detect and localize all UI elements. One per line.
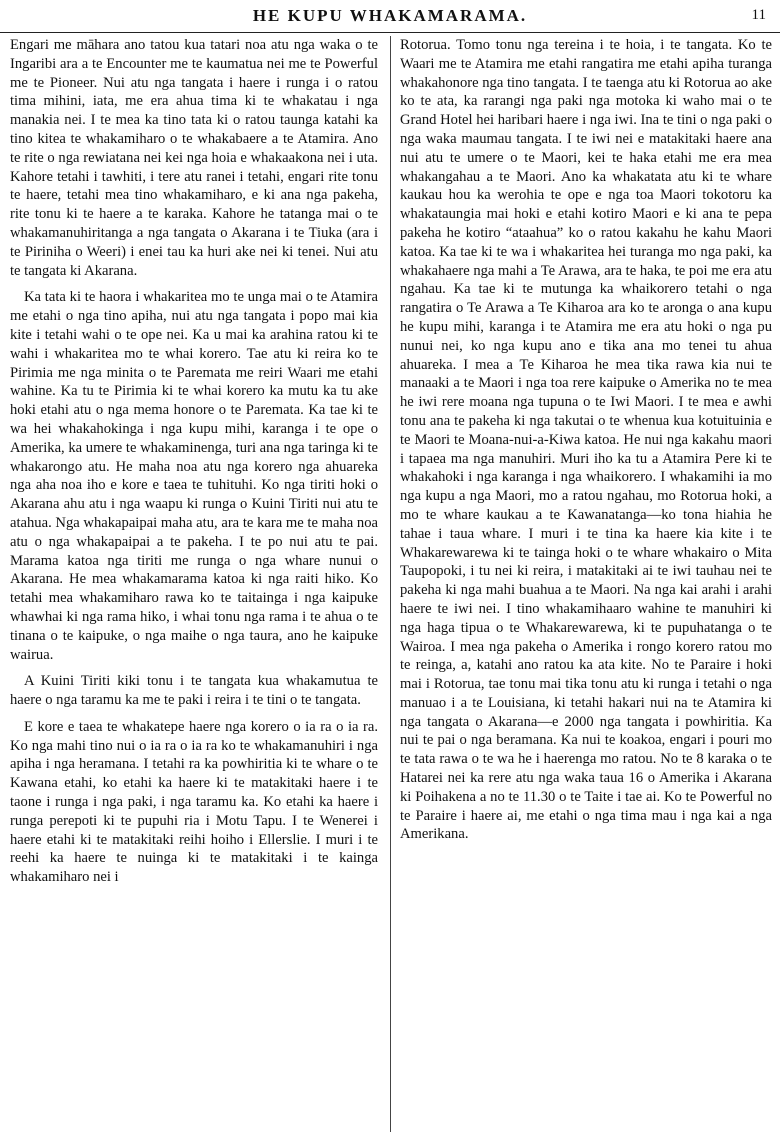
- page-header: [0, 4, 780, 33]
- right-column: [400, 36, 772, 852]
- left-column: [10, 36, 378, 895]
- page-number: 11: [751, 7, 766, 23]
- paragraph: Engari me māhara ano tatou kua tatari noa atu nga waka o te Ingaribi ara a te Encounter me te kaumatua nei me te Powerful me te Pioneer. Nui atu nga tangata i haere i runga i o ratou tima mihini, iata, me era ahua tima ki te whakatau i nga manakia nei. I te mea ka tino tata ki o ratou taunga katahi ka tino kitea te whakamiharo o te whakabaere a te Atamira. Ano te rite o nga rewiatana nei kei nga hoia e whakaakona nei i uta. Kahore tetahi i tawhiti, i tere atu ranei i tetahi, engari rite tonu te haere, tetahi mea tino whakamiharo, e ki ana nga pakeha, rite tonu ki te haere a te karaka. Kahore he tatanga mai o te whakamanuhiritanga a nga tangata o Akarana i te Tiuka (ara i te Piriniha o Weeri) i enei tau ka huri ake nei ki tenei. Nui atu te tangata ki Akarana.: [10, 37, 378, 279]
- paragraph: E kore e taea te whakatepe haere nga korero o ia ra o ia ra. Ko nga mahi tino nui o ia ra o ia ra ko te whakamanuhiri i nga apiha i nga heramana. I tetahi ra ka powhiritia ki te whare o te Kawana etahi, ko etahi ka haere ki te matakitaki haere i te taone i runga i nga paki, i nga taramu ka. Ko etahi ka haere i runga perepoti ki te pupuhi ria i Motu Tapu. I te Wenerei i haere etahi ki te matakitaki reihi hoiho i Ellerslie. I muri i te reehi ka haere te nuinga ki te matakitaki i te kainga whakamiharo nei i: [10, 718, 378, 886]
- paragraph: Rotorua. Tomo tonu nga tereina i te hoia, i te tangata. Ko te Waari me te Atamira me etahi rangatira me etahi apiha turanga whakahonore nga tino tangata. I te taenga atu ki Rotorua ao ake ko te ata, ka rarangi nga paki nga motoka ki waho mai o te Grand Hotel hei haribari haere i nga iwi. Ina te tini o nga paki o nga waka maumau tangata. I te iwi nei e matakitaki haere ana nui atu te umere o te Maori, kei te haka etahi me era mea whakangahau a te Maori. Ano ka whakatata atu ki te whare kaukau hou ka werohia te ope e nga toa Maori tokotoru ka whakataungia mai hoki e etahi kotiro Maori e ki ana te pepa pakeha he kotiro “ataahua” ko o ratou kakahu he kahu Maori katoa. Ka tae ki te wa i whakaritea hei turanga mo nga paki, ka whakahaere nga mahi a Te Arawa, ara te haka, te poi me era atu ngahau. Ka tae ki te mutunga ka whaikorero tetahi o nga rangatira o Te Arawa a Te Kiharoa ara ko te aronga o ana kupu he kupu mihi, karanga i te Atamira me era atu hoki o nga pu nunui nei, ko nga kupu ano e tika ana mo tenei tu ahua ahuareka. I mea a Te Kiharoa he mea tika rawa kia nui te manaaki a te Maori i nga toa rere kaipuke o Amerika no te mea he iwi rere moana nga tupuna o te Iwi Maori. I te mea e awhi tonu ana te pakeha ki nga takutai o te whenua kua kotuituinia e te Maori te Moana-nui-a-Kiwa katoa. He nui nga kakahu maori i tapaea ma nga manuhiri. Muri iho ka tu a Atamira Pere ki te whakahoki i nga karanga i nga whaikorero. I whakamihi ia mo nga kupu a nga Maori, mo a ratou ngahau, mo Rotorua hoki, a mo te whare kaukau a te Kawanatanga—ko tona hiahia he tahae i taua whare. I muri i te tina ka haere kia kite i te Whakarewarewa ki te tainga hoki o te whare whakairo o Mita Taupopoki, i tu nei ki reira, i matakitaki ai te iwi tauhau nei te pakeha ki nga mahi buahua a te Maori. Na nga kai arahi i arahi haere te iwi nei. I tino whakamihaaro wahine te manuhiri ki nga haga tipua o te Whakarewarewa, ki te pupuhatanga o te Wairoa. I mea nga pakeha o Amerika i rongo korero ratou mo te reinga, a, katahi ano ratou ka ata kite. No te Paraire i hoki mai i Rotorua, tae tonu mai tika tonu atu ki runga i tetahi o nga manuao i a te Louisiana, ki tetahi hakari nui na te Atamira ki nga tangata o Akarana—e 2000 nga tangata i powhiritia. Ka nui te pai o nga beramana. Ka nui te koakoa, engari i pouri mo te tata rawa o te wa he i haerenga mo ratou. No te 8 karaka o te Hatarei nei ka rere atu nga waka taua 16 o Amerika i Akarana ki Poihakena a no te 11.30 o te Taite i tae ai. Ko te Powerful no te Paraire i haere ai, me etahi o nga tima mau i nga kai a nga Amerikana.: [400, 37, 772, 843]
- paragraph: Ka tata ki te haora i whakaritea mo te unga mai o te Atamira me etahi o nga tino apiha, nui atu nga tangata i popo mai kia kite i tetahi wahi o te ope nei. Ka u mai ka arahina ratou ki te wahi i whakaritea mo te whai korero. Tae atu ki reira ko te Pirimia me nga minita o te Paremata me reiri Waari me etahi wahine. Ka tu te Pirimia ki te whai korero ka mutu ka tu ake hoki etahi atu o nga mema honore o te Paremata. Ka tae ki te wa hei whakahokinga i nga kupu mihi, karanga i te ope o Amerika, ka umere te whakaminenga, turi ana nga taringa ki te whakarongo atu. He maha noa atu nga korero nga ahuareka nga aha noa iho e kore e taea te tuhituhi. Ko nga tiriti hoki o Akarana ahu atu i nga waapu ki runga o Kuini Tiriti nui atu te atahua. Nga whakapaipai maha atu, ara te kara me te maha noa atu o nga whakapaipai a te pakeha. I te po nui atu te pai. Marama katoa nga tiriti me runga o nga whare nunui o Akarana. He mea whakamarama katoa ki nga raiti hiko. Ko tetahi mea whakamiharo rawa ko te taitainga i nga kaipuke whawhai ki nga rama hiko, i whai tonu nga rama i te ahua o te tinana o te kaipuke, o nga maihe o nga taura, ano he kaipuke wairua.: [10, 289, 378, 663]
- paragraph: A Kuini Tiriti kiki tonu i te tangata kua whakamutua te haere o nga taramu ka me te paki i reira i te tini o te tangata.: [10, 673, 378, 709]
- running-title: HE KUPU WHAKAMARAMA.: [252, 6, 528, 25]
- column-divider: [390, 36, 391, 1132]
